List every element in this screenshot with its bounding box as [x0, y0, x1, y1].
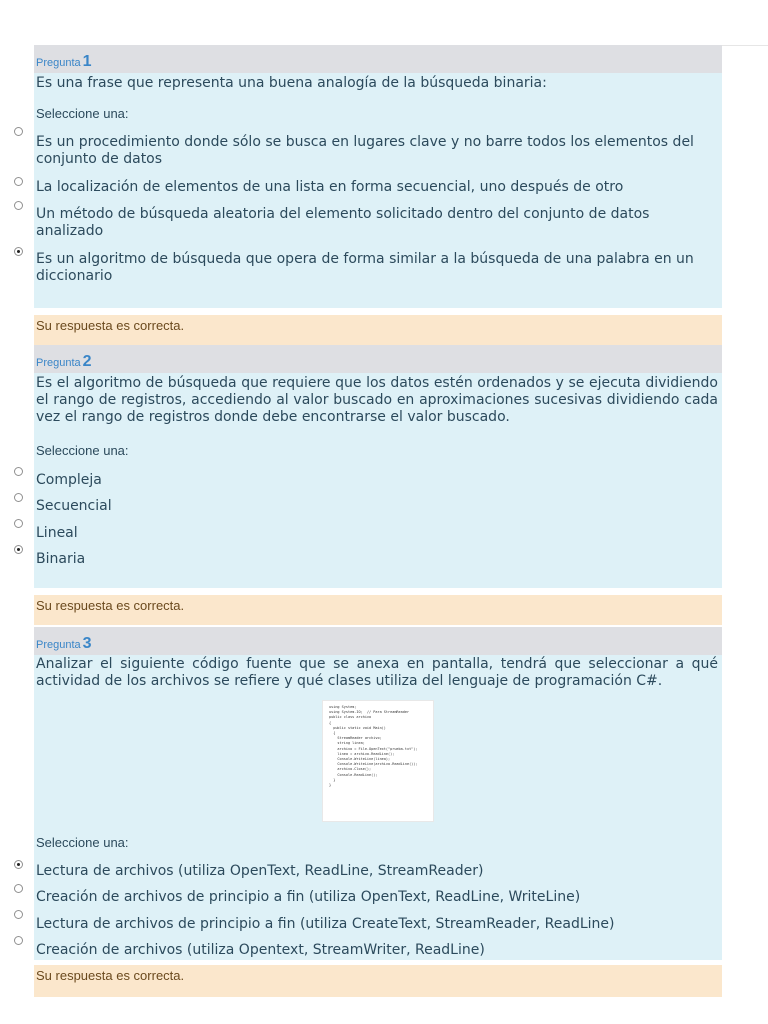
code-line: using System; [329, 705, 357, 709]
question-prefix: Pregunta [36, 639, 81, 651]
question-number: 2 [82, 353, 92, 370]
option-radio-selected[interactable] [14, 860, 23, 869]
option-label[interactable]: Creación de archivos (utiliza Opentext, StreamWriter, ReadLine) [36, 942, 485, 958]
option-label[interactable]: Lectura de archivos (utiliza OpenText, ReadLine, StreamReader) [36, 863, 484, 879]
select-one-label: Seleccione una: [36, 106, 129, 121]
option-label[interactable]: Es un algoritmo de búsqueda que opera de forma similar a la búsqueda de una palabra en un diccionario [36, 251, 694, 284]
code-line: { [329, 731, 336, 736]
top-divider [722, 45, 768, 46]
option-label[interactable]: Compleja [36, 472, 102, 488]
question-3-header [34, 627, 722, 655]
option-radio[interactable] [14, 910, 23, 919]
feedback-box [34, 595, 722, 625]
code-line: Console.WriteLine(linea); [329, 757, 391, 762]
option-label[interactable]: La localización de elementos de una lista en forma secuencial, uno después de otro [36, 179, 624, 195]
question-number: 1 [82, 53, 92, 70]
question-1-label [36, 53, 92, 71]
code-line: archivo = File.OpenText("prueba.txt"); [329, 746, 418, 751]
option-label[interactable]: Creación de archivos de principio a fin (utiliza OpenText, ReadLine, WriteLine) [36, 889, 581, 905]
select-one-label: Seleccione una: [36, 443, 129, 458]
option-radio[interactable] [14, 936, 23, 945]
code-line: public static void Main() [329, 725, 386, 730]
select-one-label: Seleccione una: [36, 835, 129, 850]
question-prefix: Pregunta [36, 357, 81, 369]
question-prefix: Pregunta [36, 57, 81, 69]
code-line: } [329, 777, 336, 782]
option-label[interactable]: Lectura de archivos de principio a fin (utiliza CreateText, StreamReader, ReadLine) [36, 916, 615, 932]
code-line: StreamReader archivo; [329, 736, 382, 741]
option-radio[interactable] [14, 467, 23, 476]
code-line: string linea; [329, 741, 365, 746]
option-radio[interactable] [14, 519, 23, 528]
feedback-box [34, 315, 722, 345]
option-radio[interactable] [14, 201, 23, 210]
option-label[interactable]: Un método de búsqueda aleatoria del elemento solicitado dentro del conjunto de datos analizado [36, 206, 650, 239]
code-line: using System.IO; // Para StreamReader [329, 710, 410, 715]
question-number: 3 [82, 635, 92, 652]
option-radio-selected[interactable] [14, 545, 23, 554]
question-3-label [36, 635, 92, 653]
code-line: archivo.Close(); [329, 767, 372, 772]
feedback-text: Su respuesta es correcta. [36, 598, 185, 613]
code-line: linea = archivo.ReadLine(); [329, 751, 395, 756]
code-line: } [329, 783, 332, 788]
source-code-image [322, 700, 434, 822]
code-line: Console.ReadLine(); [329, 772, 378, 777]
option-label[interactable]: Secuencial [36, 498, 112, 514]
option-radio[interactable] [14, 884, 23, 893]
question-text: Es el algoritmo de búsqueda que requiere que los datos estén ordenados y se ejecuta dividiendo el rango de registros, accediendo al valor buscado en aproximaciones sucesivas dividiendo cada vez el rango de registros donde debe encontrarse el valor buscado. [36, 375, 718, 425]
question-text: Es una frase que representa una buena analogía de la búsqueda binaria: [36, 75, 547, 91]
option-radio[interactable] [14, 493, 23, 502]
code-line: public class archivo [329, 715, 372, 720]
feedback-text: Su respuesta es correcta. [36, 318, 185, 333]
code-line: { [329, 720, 332, 725]
feedback-text: Su respuesta es correcta. [36, 968, 185, 983]
option-radio[interactable] [14, 127, 23, 136]
option-label[interactable]: Lineal [36, 525, 78, 541]
feedback-box [34, 965, 722, 997]
code-line: Console.WriteLine(archivo.ReadLine()); [329, 762, 418, 767]
option-label[interactable]: Es un procedimiento donde sólo se busca en lugares clave y no barre todos los elementos del conjunto de datos [36, 134, 694, 167]
question-text: Analizar el siguiente código fuente que se anexa en pantalla, tendrá que seleccionar a qué actividad de los archivos se refiere y qué clases utiliza del lenguaje de programación C#. [36, 656, 718, 689]
option-radio-selected[interactable] [14, 247, 23, 256]
option-label[interactable]: Binaria [36, 551, 86, 567]
question-2-label [36, 353, 92, 371]
question-1-header [34, 45, 722, 73]
question-2-header [34, 345, 722, 373]
option-radio[interactable] [14, 177, 23, 186]
